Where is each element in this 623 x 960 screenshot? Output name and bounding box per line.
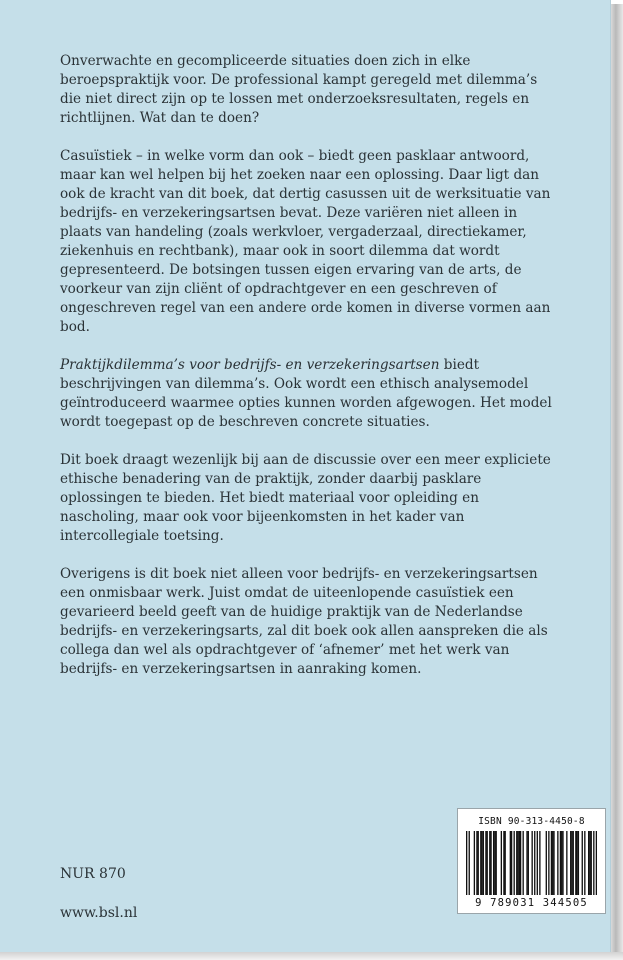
barcode-bar bbox=[570, 831, 571, 895]
barcode-bar bbox=[528, 831, 529, 895]
barcode-bar bbox=[560, 831, 561, 895]
barcode-bar bbox=[593, 831, 594, 895]
barcode-panel bbox=[457, 808, 606, 914]
barcode-bar bbox=[589, 831, 590, 895]
barcode-bar bbox=[552, 831, 553, 895]
barcode-bar bbox=[575, 831, 576, 895]
barcode-bar bbox=[511, 831, 512, 895]
barcode-bar bbox=[553, 831, 554, 895]
barcode-bar bbox=[566, 831, 567, 895]
barcode-bar bbox=[546, 831, 547, 895]
barcode-bar bbox=[576, 831, 577, 895]
paragraph-4: Dit boek draagt wezenlijk bij aan de discussie over een meer expliciete ethische benadering van de praktijk, zonder daarbij pasklare oplossingen te bieden. Het biedt materiaal voor opleiding en nascholing, maar ook voor bijeenkomsten in het kader van intercollegiale toetsing. bbox=[60, 452, 551, 544]
paragraph-3-rest: biedt beschrijvingen van dilemma’s. Ook wordt een ethisch analysemodel geïntroduceerd waarmee opties kunnen worden afgewogen. Het model wordt toegepast op de beschreven concrete situaties. bbox=[60, 357, 552, 430]
barcode-bar bbox=[548, 831, 549, 895]
barcode-bar bbox=[588, 831, 589, 895]
barcode-bar bbox=[534, 831, 535, 895]
paragraph-2: Casuïstiek – in welke vorm dan ook – biedt geen pasklaar antwoord, maar kan wel helpen bij het zoeken naar een oplossing. Daar ligt dan ook de kracht van dit boek, dat dertig casussen uit de werksituatie van bedrijfs- en verzekeringsartsen bevat. Deze variëren niet alleen in plaats van handeling (zoals werkvloer, vergaderzaal, directiekamer, ziekenhuis en rechtbank), maar ook in soort dilemma dat wordt gepresenteerd. De botsingen tussen eigen ervaring van de arts, de voorkeur van zijn cliënt of opdrachtgever en een geschreven of ongeschreven regel van een andere orde komen in diverse vormen aan bod. bbox=[60, 148, 551, 335]
barcode-bar bbox=[578, 831, 579, 895]
barcode-bar bbox=[510, 831, 511, 895]
barcode-bar bbox=[551, 831, 552, 895]
barcode-bar bbox=[480, 831, 481, 895]
barcode-bar bbox=[481, 831, 482, 895]
barcode-bar bbox=[489, 831, 490, 895]
barcode-bar bbox=[520, 831, 521, 895]
publisher-url: www.bsl.nl bbox=[60, 905, 138, 921]
ean-number: 9 789031 344505 bbox=[475, 897, 588, 909]
barcode-bar bbox=[501, 831, 502, 895]
barcode-bar bbox=[562, 831, 563, 895]
barcode-bar bbox=[561, 831, 562, 895]
barcode-bar bbox=[496, 831, 497, 895]
barcode-bar bbox=[523, 831, 524, 895]
barcode-bar bbox=[519, 831, 520, 895]
barcode-bar bbox=[526, 831, 527, 895]
page-edge-bottom bbox=[0, 952, 623, 960]
barcode-bar bbox=[584, 831, 585, 895]
barcode-bar bbox=[487, 831, 488, 895]
barcode-bar bbox=[474, 831, 475, 895]
barcode-bar bbox=[582, 831, 583, 895]
barcode-bar bbox=[478, 831, 479, 895]
barcode-bar bbox=[591, 831, 592, 895]
nur-code: NUR 870 bbox=[60, 866, 126, 882]
paragraph-3 bbox=[60, 356, 560, 432]
barcode-bar bbox=[539, 831, 540, 895]
isbn-text: ISBN 90-313-4450-8 bbox=[478, 816, 585, 827]
barcode-bar bbox=[573, 831, 574, 895]
barcode-bar bbox=[537, 831, 538, 895]
page-edge-right bbox=[611, 4, 623, 956]
paragraph-1: Onverwachte en gecompliceerde situaties doen zich in elke beroepspraktijk voor. De professional kampt geregeld met dilemma’s die niet direct zijn op te lossen met onderzoeksresultaten, regels en richtlijnen. Wat dan te doen? bbox=[60, 53, 538, 126]
barcode-bar bbox=[483, 831, 484, 895]
barcode-bars bbox=[466, 831, 597, 895]
barcode-bar bbox=[503, 831, 504, 895]
blurb bbox=[60, 52, 560, 698]
barcode-bar bbox=[466, 831, 467, 895]
barcode-bar bbox=[517, 831, 518, 895]
barcode-bar bbox=[557, 831, 558, 895]
barcode-bar bbox=[493, 831, 494, 895]
barcode-bar bbox=[485, 831, 486, 895]
barcode-bar bbox=[476, 831, 477, 895]
barcode-bar bbox=[596, 831, 597, 895]
barcode-bar bbox=[514, 831, 515, 895]
barcode-bar bbox=[469, 831, 470, 895]
barcode-bar bbox=[571, 831, 572, 895]
barcode-bar bbox=[490, 831, 491, 895]
book-title-italic: Praktijkdilemma’s voor bedrijfs- en verzekeringsartsen bbox=[60, 357, 440, 373]
barcode-bar bbox=[532, 831, 533, 895]
paragraph-5: Overigens is dit boek niet alleen voor bedrijfs- en verzekeringsartsen een onmisbaar werk. Juist omdat de uiteenlopende casuïstiek een gevarieerd beeld geeft van de huidige praktijk van de Nederlandse bedrijfs- en verzekeringsarts, zal dit boek ook allen aanspreken die als collega dan wel als opdrachtgever of ‘afnemer’ met het werk van bedrijfs- en verzekeringsartsen in aanraking komen. bbox=[60, 566, 548, 677]
barcode-bar bbox=[494, 831, 495, 895]
barcode-bar bbox=[516, 831, 517, 895]
barcode-bar bbox=[505, 831, 506, 895]
